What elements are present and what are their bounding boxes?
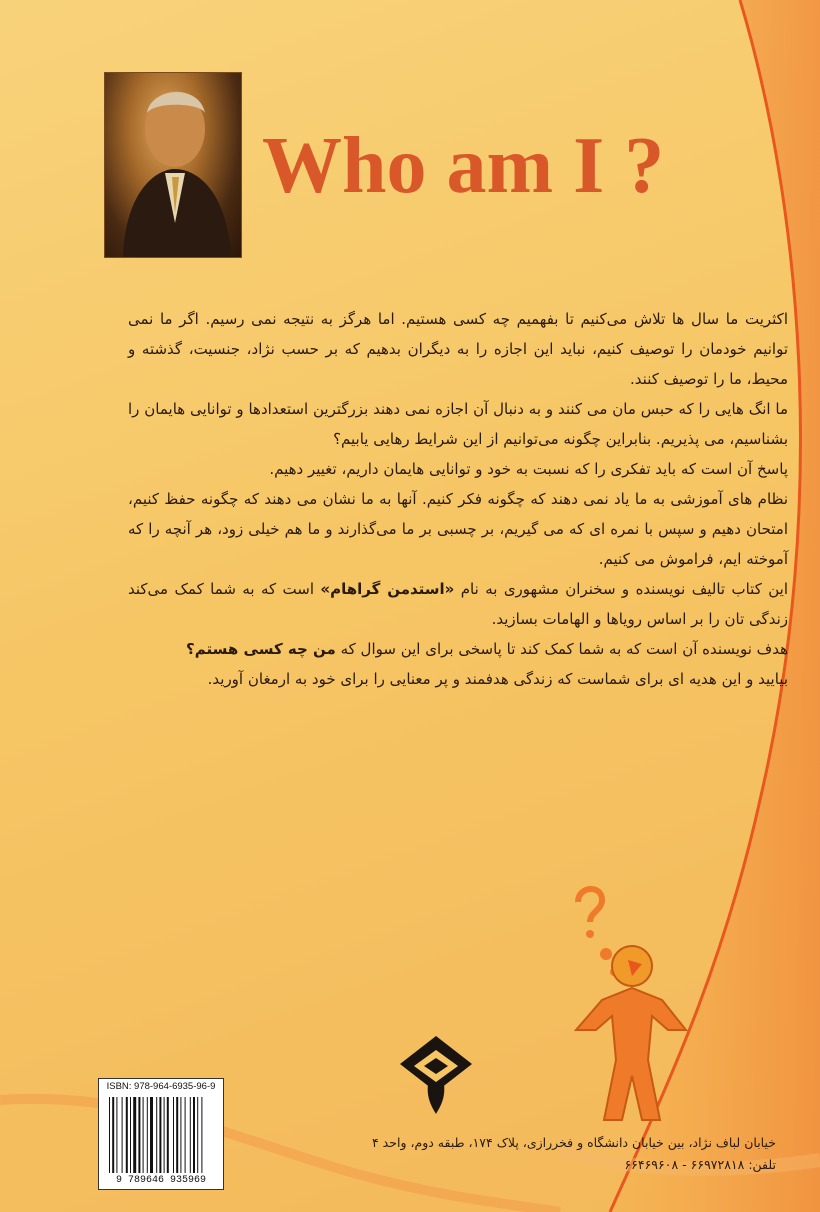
description-text <box>128 304 788 694</box>
paragraph-text: این کتاب تالیف نویسنده و سخنران مشهوری به نام <box>454 580 789 598</box>
barcode-bar <box>173 1097 174 1173</box>
barcode-bar <box>133 1097 136 1173</box>
barcode-bar <box>138 1097 140 1173</box>
barcode-bar <box>150 1097 153 1173</box>
author-photo <box>104 72 242 258</box>
description-paragraph <box>128 454 788 484</box>
paragraph-text: بیایید و این هدیه ای برای شماست که زندگی هدفمند و پر معنایی را برای خود به ارمغان آورید. <box>207 670 788 688</box>
barcode-icon <box>107 1097 215 1173</box>
barcode-digits: 9 789646 935969 <box>115 1175 206 1186</box>
publisher-address: خیابان لباف نژاد، بین خیابان دانشگاه و فخررازی، پلاک ۱۷۴، طبقه دوم، واحد ۴ <box>371 1135 776 1150</box>
isbn-label: ISBN: 978-964-6935-96-9 <box>106 1081 216 1092</box>
publisher-address-block <box>232 1132 776 1176</box>
publisher-logo-icon <box>398 1034 474 1116</box>
description-paragraph <box>128 484 788 574</box>
barcode-bar <box>156 1097 157 1173</box>
barcode-bar <box>147 1097 148 1173</box>
barcode-bar <box>201 1097 202 1173</box>
isbn-block <box>98 1078 224 1190</box>
barcode-bar <box>180 1097 181 1173</box>
barcode-bar <box>190 1097 191 1173</box>
barcode-bar <box>112 1097 114 1173</box>
barcode-bar <box>130 1097 131 1173</box>
paragraph-text: اکثریت ما سال ها تلاش می‌کنیم تا بفهمیم چه کسی هستیم. اما هرگز به نتیجه نمی رسیم. اگر ما نمی توانیم خودمان را توصیف کنیم، نباید این اجازه را به دیگران بدهیم که بر حسب نژاد، جنسیت، گذشته و محیط، ما را توصیف کنند. <box>128 310 788 388</box>
paragraph-text: پاسخ آن است که باید تفکری را که نسبت به خود و توانایی هایمان داریم، تغییر دهیم. <box>269 460 788 478</box>
description-paragraph <box>128 664 788 694</box>
emphasized-text: من چه کسی هستم؟ <box>186 640 336 658</box>
barcode-bar <box>167 1097 169 1173</box>
paragraph-text: است که به شما کمک می‌کند زندگی تان را بر اساس رویاها و الهامات بسازید. <box>128 580 788 628</box>
emphasized-text: «استدمن گراهام» <box>320 580 455 598</box>
barcode-bar <box>197 1097 198 1173</box>
book-title: Who am I ? <box>262 122 665 210</box>
barcode-bar <box>122 1097 123 1173</box>
barcode-bar <box>126 1097 128 1173</box>
barcode-bar <box>116 1097 117 1173</box>
description-paragraph <box>128 574 788 634</box>
barcode-bar <box>193 1097 195 1173</box>
description-paragraph <box>128 304 788 394</box>
barcode-bar <box>159 1097 161 1173</box>
barcode-bar <box>109 1097 110 1173</box>
description-paragraph <box>128 394 788 454</box>
description-paragraph <box>128 634 788 664</box>
barcode-bar <box>185 1097 186 1173</box>
barcode-bar <box>164 1097 165 1173</box>
paragraph-text: ما انگ هایی را که حبس مان می کنند و به دنبال آن اجازه نمی دهند بزرگترین استعدادها و توانایی هایمان را بشناسیم، می پذیریم. بنابراین چگونه می‌توانیم از این شرایط رهایی یابیم؟ <box>128 400 788 448</box>
barcode-bar <box>176 1097 178 1173</box>
barcode-bar <box>143 1097 144 1173</box>
publisher-phone: تلفن: ۶۶۹۷۲۸۱۸ - ۶۶۴۶۹۶۰۸ <box>624 1157 776 1172</box>
paragraph-text: هدف نویسنده آن است که به شما کمک کند تا پاسخی برای این سوال که <box>335 640 788 658</box>
paragraph-text: نظام های آموزشی به ما یاد نمی دهند که چگونه فکر کنیم. آنها به ما نشان می دهند که چگونه حفظ کنیم، امتحان دهیم و سپس با نمره ای که می گیریم، بر چسبی بر ما می‌گذارند و ما هم خیلی زود، هر آنچه را که آموخته ایم، فراموش می کنیم. <box>128 490 788 568</box>
question-figure-icon <box>536 880 726 1130</box>
